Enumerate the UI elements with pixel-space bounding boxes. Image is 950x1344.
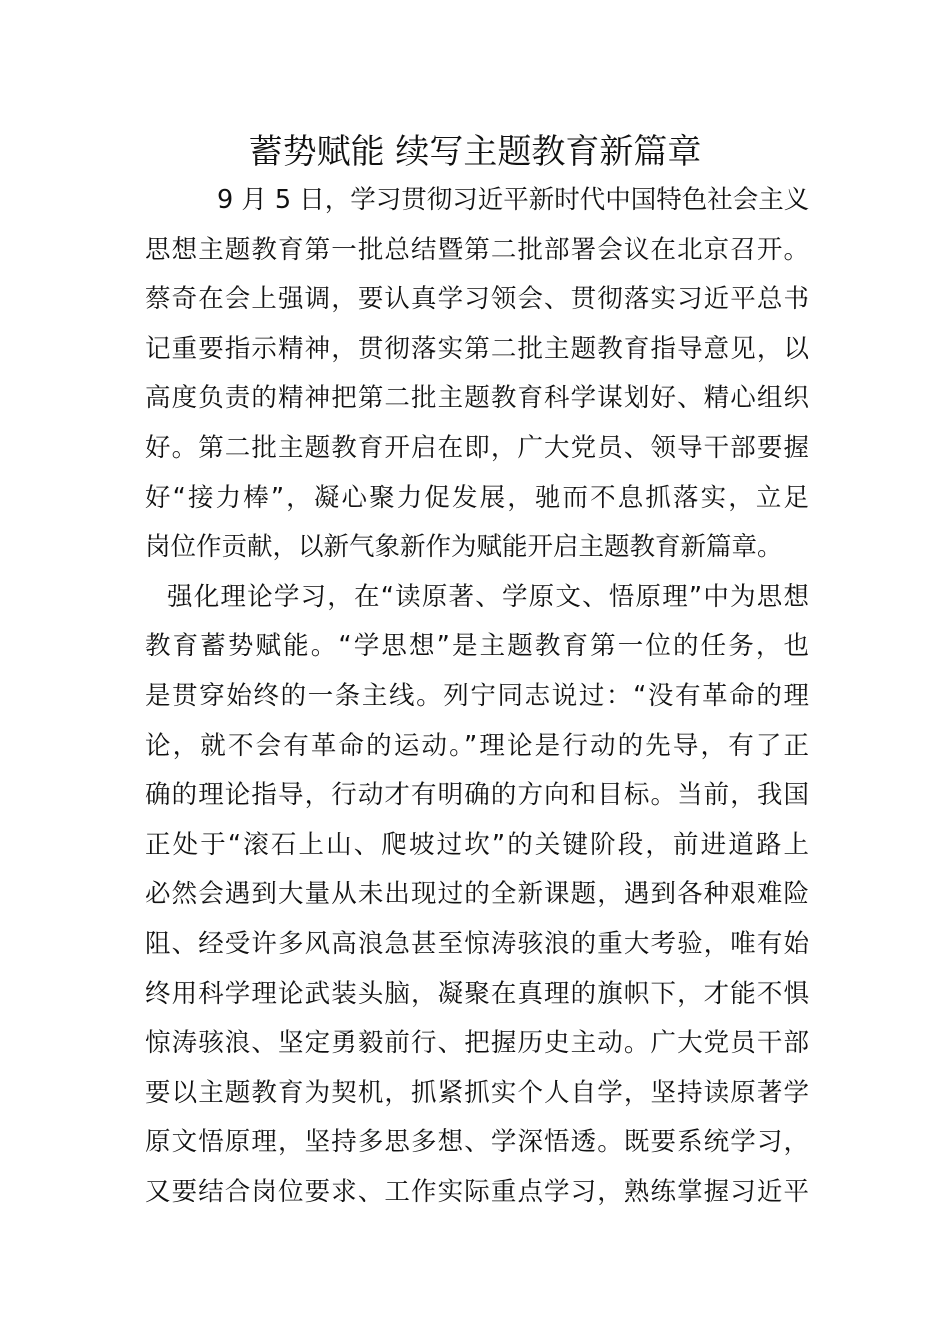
document-title: 蓄势赋能 续写主题教育新篇章 bbox=[248, 132, 702, 172]
paragraph-2-line: 强化理论学习，在“读原著、学原文、悟原理”中为思想 bbox=[167, 581, 809, 612]
paragraph-2-line: 确的理论指导，行动才有明确的方向和目标。当前，我国 bbox=[145, 780, 809, 811]
paragraph-2-line: 论，就不会有革命的运动。”理论是行动的先导，有了正 bbox=[145, 730, 809, 761]
paragraph-1-line: 蔡奇在会上强调，要认真学习领会、贯彻落实习近平总书 bbox=[145, 284, 809, 315]
paragraph-2-line: 惊涛骇浪、坚定勇毅前行、把握历史主动。广大党员干部 bbox=[145, 1028, 809, 1059]
paragraph-2-line: 正处于“滚石上山、爬坡过坎”的关键阶段，前进道路上 bbox=[145, 829, 809, 860]
paragraph-2-line: 必然会遇到大量从未出现过的全新课题，遇到各种艰难险 bbox=[145, 879, 809, 910]
paragraph-2-line: 教育蓄势赋能。“学思想”是主题教育第一位的任务，也 bbox=[145, 631, 809, 662]
paragraph-2-line: 又要结合岗位要求、工作实际重点学习，熟练掌握习近平 bbox=[145, 1176, 809, 1207]
paragraph-2-line: 原文悟原理，坚持多思多想、学深悟透。既要系统学习， bbox=[145, 1127, 809, 1158]
paragraph-2-line: 阻、经受许多风高浪急甚至惊涛骇浪的重大考验，唯有始 bbox=[145, 928, 809, 959]
paragraph-1-line: 好“接力棒”，凝心聚力促发展，驰而不息抓落实，立足 bbox=[145, 482, 809, 513]
document-body bbox=[145, 180, 809, 1221]
paragraph-2-line: 是贯穿始终的一条主线。列宁同志说过：“没有革命的理 bbox=[145, 680, 809, 711]
paragraph-2-line: 要以主题教育为契机，抓紧抓实个人自学，坚持读原著学 bbox=[145, 1077, 809, 1108]
paragraph-1-line: 好。第二批主题教育开启在即，广大党员、领导干部要握 bbox=[145, 432, 809, 463]
paragraph-2-line: 终用科学理论武装头脑，凝聚在真理的旗帜下，才能不惧 bbox=[145, 978, 809, 1009]
paragraph-1-line: 记重要指示精神，贯彻落实第二批主题教育指导意见，以 bbox=[145, 333, 809, 364]
paragraph-1-line: 思想主题教育第一批总结暨第二批部署会议在北京召开。 bbox=[145, 234, 809, 265]
paragraph-1-line: 高度负责的精神把第二批主题教育科学谋划好、精心组织 bbox=[145, 383, 809, 414]
paragraph-1-line: 岗位作贡献，以新气象新作为赋能开启主题教育新篇章。 bbox=[145, 532, 783, 563]
paragraph-1-line: 9 月 5 日，学习贯彻习近平新时代中国特色社会主义 bbox=[217, 185, 810, 215]
